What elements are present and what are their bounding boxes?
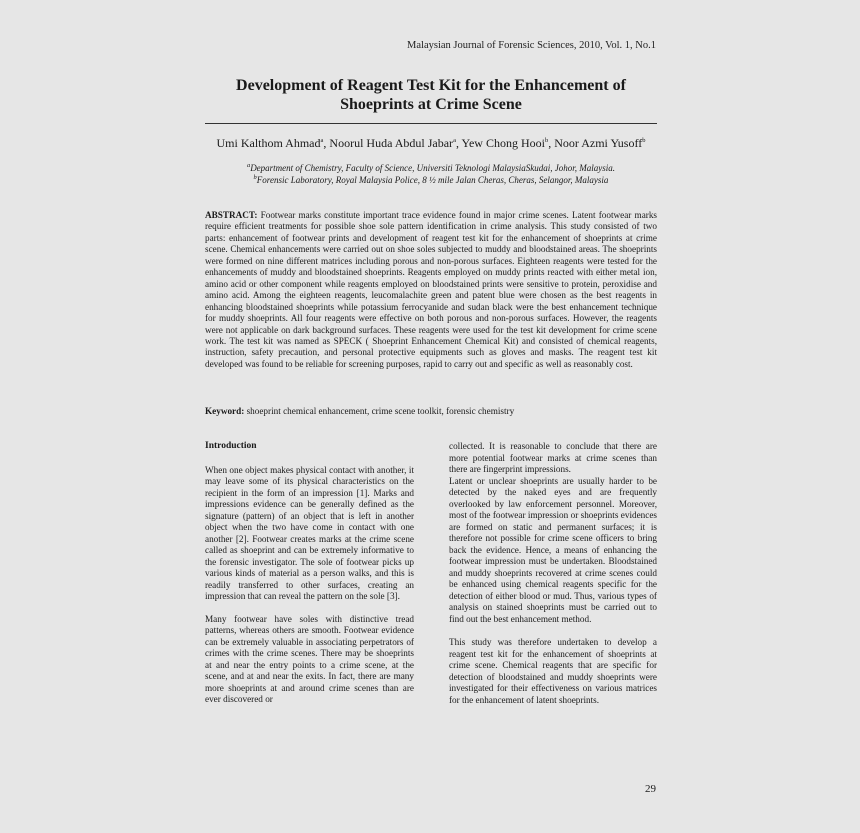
paper-title: Development of Reagent Test Kit for the Enhancement of Shoeprints at Crime Scene [236, 77, 626, 113]
page-number: 29 [645, 783, 656, 795]
paragraph: collected. It is reasonable to conclude that there are more potential footwear marks at crime scenes than there are fingerprint impressions. [449, 441, 657, 474]
section-heading: Introduction [205, 441, 257, 451]
affiliations [205, 162, 657, 186]
title-rule [205, 123, 657, 124]
abstract-label: ABSTRACT: [205, 210, 258, 220]
author-affil-mark: a [320, 137, 324, 144]
author-name: Noorul Huda Abdul Jabar [329, 136, 454, 150]
body-column-left [205, 441, 414, 706]
body-column-right [449, 441, 657, 706]
affil-text: Department of Chemistry, Faculty of Science, Universiti Teknologi MalaysiaSkudai, Johor, Malaysia. [250, 163, 616, 173]
author-affil-mark: b [642, 137, 646, 144]
author-list: Umi Kalthom Ahmad$^a$, Noorul Huda Abdul Jabar$^a$, Yew Chong Hooi$^b$, Noor Azmi Yusoff$^b$ [216, 136, 646, 150]
keywords-label: Keyword: [205, 406, 245, 416]
keywords [205, 406, 657, 417]
affiliation [205, 162, 657, 174]
paragraph: Many footwear have soles with distinctive tread patterns, whereas others are smooth. Footwear evidence can be extremely valuable in associating perpetrators of crimes with the crime scenes. There may be shoeprints at and near the entry points to a crime scene, at the scene, and at and near the exits. In fact, there are many more shoeprints at and around crime scenes than are ever discovered or [205, 613, 414, 704]
affil-mark: a [246, 162, 251, 169]
paragraph: When one object makes physical contact with another, it may leave some of its physical characteristics on the recipient in the form of an impression [1]. Marks and impressions evidence can be generally defined as the signature (pattern) of an object that is left in another object when the two have come in contact with one another [2]. Footwear creates marks at the crime scene called as shoeprint and can be extremely informative to the forensic investigator. The sole of footwear picks up various kinds of material as a person walks, and this is readily transferred to other surfaces, creating an impression that can reveal the pattern on the sole [3]. [205, 464, 414, 601]
author-affil-mark: b [544, 137, 549, 144]
keywords-text: shoeprint chemical enhancement, crime scene toolkit, forensic chemistry [246, 406, 515, 416]
affil-text: Forensic Laboratory, Royal Malaysia Police, 8 ½ mile Jalan Cheras, Cheras, Selangor, Malaysia [256, 175, 609, 185]
abstract-text: Footwear marks constitute important trace evidence found in major crime scenes. Latent footwear marks require efficient treatments for possible shoe sole pattern identification in crime analysis. This study consisted of two parts: enhancement of footwear prints and development of reagent test kit for the enhancement of shoeprints at crime scene. Chemical enhancements were carried out on shoe soles subjected to muddy and bloodstained areas. The shoeprints were formed on nine different matrices including porous and non-porous surfaces. Eighteen reagents were tested for the enhancements of muddy and bloodstained shoeprints. Reagents employed on muddy prints reacted with either metal ion, amino acid or other component while reagents employed on bloodstained prints were sensitive to protein, peroxidise and amino acid. Among the eighteen reagents, leucomalachite green and patent blue were chosen as the best reagents in enhancing bloodstained shoeprints while potassium ferrocyanide and sudan black were the best enhancement technique for muddy shoeprints. All four reagents were effective on both porous and non-porous surfaces. However, the reagents were not applicable on dark background surfaces. These reagents were used for the test kit development for crime scene work. The test kit was named as SPECK ( Shoeprint Enhancement Chemical Kit) and consisted of chemical reagents, instruction, safety precaution, and personal protective equipments such as gloves and masks. The reagent test kit developed was found to be reliable for screening purposes, rapid to carry out and specific as well as reasonably cost. [205, 210, 658, 369]
author-name: Umi Kalthom Ahmad [216, 136, 321, 150]
journal-header: Malaysian Journal of Forensic Sciences, 2010, Vol. 1, No.1 [407, 40, 656, 51]
affil-mark: b [253, 174, 257, 181]
paragraph: This study was therefore undertaken to develop a reagent test kit for the enhancement of shoeprints at crime scene. Chemical reagents that are specific for detection of bloodstained and muddy shoeprints were investigated for their effectiveness on various matrices for the enhancement of latent shoeprints. [449, 637, 657, 705]
author-affil-mark: a [453, 137, 456, 144]
author-name: Yew Chong Hooi [461, 136, 545, 150]
paragraph: Latent or unclear shoeprints are usually harder to be detected by the naked eyes and are frequently overlooked by law enforcement personnel. Moreover, most of the footwear impression or shoeprints evidences are formed on static and permanent surfaces; it is therefore not possible for crime scene officers to bring back the evidence. Hence, a means of enhancing the footwear impression must be undertaken. Bloodstained and muddy shoeprints recovered at crime scenes could be enhanced using chemical reagents specific for the detection of either blood or mud. Thus, various types of analysis on stained shoeprints must be carried out to find out the best enhancement method. [449, 475, 657, 624]
author-name: Noor Azmi Yusoff [554, 136, 643, 150]
affiliation [205, 174, 657, 186]
abstract [205, 210, 657, 370]
